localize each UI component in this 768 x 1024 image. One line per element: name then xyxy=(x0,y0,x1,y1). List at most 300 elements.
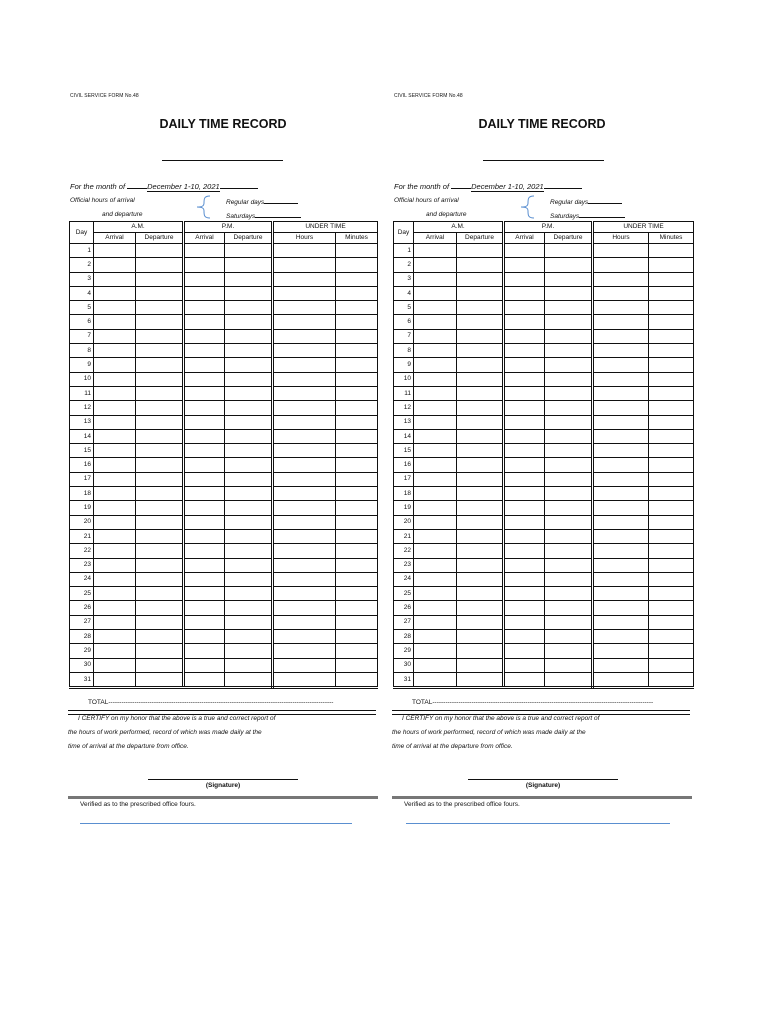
am-departure-cell[interactable] xyxy=(136,358,184,372)
pm-arrival-cell[interactable] xyxy=(504,672,545,687)
undertime-hours-cell[interactable] xyxy=(273,658,336,672)
pm-departure-cell[interactable] xyxy=(225,315,273,329)
pm-arrival-cell[interactable] xyxy=(504,487,545,501)
pm-departure-cell[interactable] xyxy=(545,444,593,458)
undertime-minutes-cell[interactable] xyxy=(649,244,694,258)
pm-arrival-cell[interactable] xyxy=(184,258,225,272)
undertime-minutes-cell[interactable] xyxy=(336,515,378,529)
am-departure-cell[interactable] xyxy=(136,515,184,529)
undertime-hours-cell[interactable] xyxy=(593,286,649,300)
undertime-minutes-cell[interactable] xyxy=(649,615,694,629)
am-departure-cell[interactable] xyxy=(136,329,184,343)
pm-arrival-cell[interactable] xyxy=(184,315,225,329)
am-arrival-cell[interactable] xyxy=(94,344,136,358)
pm-arrival-cell[interactable] xyxy=(504,615,545,629)
undertime-minutes-cell[interactable] xyxy=(336,630,378,644)
pm-departure-cell[interactable] xyxy=(225,472,273,486)
am-departure-cell[interactable] xyxy=(457,301,504,315)
pm-departure-cell[interactable] xyxy=(225,672,273,687)
undertime-hours-cell[interactable] xyxy=(273,458,336,472)
am-departure-cell[interactable] xyxy=(457,372,504,386)
undertime-hours-cell[interactable] xyxy=(273,672,336,687)
am-departure-cell[interactable] xyxy=(136,301,184,315)
am-arrival-cell[interactable] xyxy=(414,444,457,458)
am-arrival-cell[interactable] xyxy=(94,515,136,529)
pm-departure-cell[interactable] xyxy=(545,630,593,644)
employee-name-line[interactable] xyxy=(162,160,283,161)
pm-arrival-cell[interactable] xyxy=(504,386,545,400)
pm-arrival-cell[interactable] xyxy=(184,444,225,458)
pm-arrival-cell[interactable] xyxy=(504,630,545,644)
pm-arrival-cell[interactable] xyxy=(184,372,225,386)
undertime-hours-cell[interactable] xyxy=(273,630,336,644)
am-arrival-cell[interactable] xyxy=(414,244,457,258)
am-arrival-cell[interactable] xyxy=(94,372,136,386)
am-departure-cell[interactable] xyxy=(136,501,184,515)
undertime-minutes-cell[interactable] xyxy=(649,544,694,558)
undertime-minutes-cell[interactable] xyxy=(649,429,694,443)
undertime-hours-cell[interactable] xyxy=(593,258,649,272)
saturdays-field[interactable] xyxy=(255,211,301,218)
pm-departure-cell[interactable] xyxy=(545,644,593,658)
regular-days-field[interactable] xyxy=(264,197,298,204)
undertime-minutes-cell[interactable] xyxy=(649,658,694,672)
pm-arrival-cell[interactable] xyxy=(504,558,545,572)
month-value[interactable]: December 1-10, 2021 xyxy=(147,182,220,191)
am-arrival-cell[interactable] xyxy=(94,286,136,300)
pm-departure-cell[interactable] xyxy=(225,458,273,472)
undertime-hours-cell[interactable] xyxy=(593,272,649,286)
am-departure-cell[interactable] xyxy=(457,501,504,515)
undertime-minutes-cell[interactable] xyxy=(336,244,378,258)
pm-arrival-cell[interactable] xyxy=(184,587,225,601)
am-departure-cell[interactable] xyxy=(136,472,184,486)
am-departure-cell[interactable] xyxy=(457,458,504,472)
pm-arrival-cell[interactable] xyxy=(184,286,225,300)
am-departure-cell[interactable] xyxy=(457,615,504,629)
am-arrival-cell[interactable] xyxy=(94,444,136,458)
undertime-minutes-cell[interactable] xyxy=(336,429,378,443)
undertime-hours-cell[interactable] xyxy=(273,415,336,429)
undertime-minutes-cell[interactable] xyxy=(649,444,694,458)
am-arrival-cell[interactable] xyxy=(414,558,457,572)
pm-arrival-cell[interactable] xyxy=(504,658,545,672)
am-departure-cell[interactable] xyxy=(457,286,504,300)
am-arrival-cell[interactable] xyxy=(414,601,457,615)
undertime-hours-cell[interactable] xyxy=(593,487,649,501)
am-arrival-cell[interactable] xyxy=(94,272,136,286)
pm-arrival-cell[interactable] xyxy=(504,286,545,300)
pm-arrival-cell[interactable] xyxy=(184,529,225,543)
undertime-minutes-cell[interactable] xyxy=(649,558,694,572)
undertime-minutes-cell[interactable] xyxy=(649,301,694,315)
am-arrival-cell[interactable] xyxy=(414,344,457,358)
pm-departure-cell[interactable] xyxy=(545,358,593,372)
undertime-minutes-cell[interactable] xyxy=(336,444,378,458)
am-arrival-cell[interactable] xyxy=(414,630,457,644)
am-arrival-cell[interactable] xyxy=(414,644,457,658)
am-departure-cell[interactable] xyxy=(457,315,504,329)
am-departure-cell[interactable] xyxy=(136,429,184,443)
signature-line[interactable] xyxy=(148,779,298,780)
am-arrival-cell[interactable] xyxy=(414,472,457,486)
am-departure-cell[interactable] xyxy=(457,444,504,458)
pm-arrival-cell[interactable] xyxy=(184,472,225,486)
pm-arrival-cell[interactable] xyxy=(504,587,545,601)
am-departure-cell[interactable] xyxy=(457,515,504,529)
pm-arrival-cell[interactable] xyxy=(504,372,545,386)
undertime-hours-cell[interactable] xyxy=(593,444,649,458)
am-arrival-cell[interactable] xyxy=(414,544,457,558)
undertime-hours-cell[interactable] xyxy=(273,472,336,486)
pm-departure-cell[interactable] xyxy=(225,401,273,415)
pm-arrival-cell[interactable] xyxy=(184,458,225,472)
undertime-hours-cell[interactable] xyxy=(273,401,336,415)
regular-days-field[interactable] xyxy=(588,197,622,204)
pm-departure-cell[interactable] xyxy=(225,429,273,443)
undertime-minutes-cell[interactable] xyxy=(336,401,378,415)
pm-departure-cell[interactable] xyxy=(545,301,593,315)
pm-arrival-cell[interactable] xyxy=(504,472,545,486)
am-arrival-cell[interactable] xyxy=(94,558,136,572)
undertime-hours-cell[interactable] xyxy=(273,515,336,529)
pm-departure-cell[interactable] xyxy=(225,644,273,658)
am-arrival-cell[interactable] xyxy=(414,258,457,272)
am-arrival-cell[interactable] xyxy=(414,501,457,515)
am-departure-cell[interactable] xyxy=(457,601,504,615)
undertime-hours-cell[interactable] xyxy=(593,401,649,415)
am-departure-cell[interactable] xyxy=(136,487,184,501)
undertime-minutes-cell[interactable] xyxy=(336,487,378,501)
pm-arrival-cell[interactable] xyxy=(184,501,225,515)
undertime-minutes-cell[interactable] xyxy=(336,644,378,658)
pm-departure-cell[interactable] xyxy=(545,672,593,687)
undertime-hours-cell[interactable] xyxy=(593,458,649,472)
undertime-minutes-cell[interactable] xyxy=(649,286,694,300)
am-arrival-cell[interactable] xyxy=(94,472,136,486)
undertime-minutes-cell[interactable] xyxy=(649,529,694,543)
pm-arrival-cell[interactable] xyxy=(504,429,545,443)
am-arrival-cell[interactable] xyxy=(414,529,457,543)
undertime-minutes-cell[interactable] xyxy=(649,630,694,644)
am-arrival-cell[interactable] xyxy=(94,258,136,272)
pm-departure-cell[interactable] xyxy=(225,329,273,343)
undertime-minutes-cell[interactable] xyxy=(336,672,378,687)
undertime-hours-cell[interactable] xyxy=(273,244,336,258)
am-arrival-cell[interactable] xyxy=(414,386,457,400)
pm-arrival-cell[interactable] xyxy=(504,415,545,429)
signature-line[interactable] xyxy=(468,779,618,780)
am-arrival-cell[interactable] xyxy=(94,487,136,501)
pm-departure-cell[interactable] xyxy=(545,587,593,601)
undertime-hours-cell[interactable] xyxy=(273,386,336,400)
undertime-minutes-cell[interactable] xyxy=(649,501,694,515)
pm-arrival-cell[interactable] xyxy=(184,572,225,586)
pm-departure-cell[interactable] xyxy=(225,286,273,300)
am-departure-cell[interactable] xyxy=(136,615,184,629)
am-arrival-cell[interactable] xyxy=(414,658,457,672)
undertime-hours-cell[interactable] xyxy=(593,244,649,258)
undertime-minutes-cell[interactable] xyxy=(336,658,378,672)
am-departure-cell[interactable] xyxy=(136,558,184,572)
undertime-hours-cell[interactable] xyxy=(273,572,336,586)
am-arrival-cell[interactable] xyxy=(94,401,136,415)
pm-departure-cell[interactable] xyxy=(545,401,593,415)
undertime-minutes-cell[interactable] xyxy=(649,315,694,329)
undertime-minutes-cell[interactable] xyxy=(336,601,378,615)
am-departure-cell[interactable] xyxy=(457,344,504,358)
am-arrival-cell[interactable] xyxy=(414,587,457,601)
am-departure-cell[interactable] xyxy=(136,444,184,458)
am-arrival-cell[interactable] xyxy=(414,301,457,315)
am-arrival-cell[interactable] xyxy=(94,544,136,558)
undertime-hours-cell[interactable] xyxy=(593,615,649,629)
pm-departure-cell[interactable] xyxy=(225,386,273,400)
am-arrival-cell[interactable] xyxy=(414,572,457,586)
am-departure-cell[interactable] xyxy=(136,458,184,472)
am-departure-cell[interactable] xyxy=(136,272,184,286)
am-arrival-cell[interactable] xyxy=(94,672,136,687)
undertime-hours-cell[interactable] xyxy=(273,344,336,358)
undertime-hours-cell[interactable] xyxy=(593,372,649,386)
pm-departure-cell[interactable] xyxy=(225,558,273,572)
am-arrival-cell[interactable] xyxy=(414,272,457,286)
pm-arrival-cell[interactable] xyxy=(184,558,225,572)
pm-departure-cell[interactable] xyxy=(545,472,593,486)
pm-departure-cell[interactable] xyxy=(545,272,593,286)
pm-arrival-cell[interactable] xyxy=(504,358,545,372)
am-departure-cell[interactable] xyxy=(136,572,184,586)
pm-departure-cell[interactable] xyxy=(225,358,273,372)
undertime-hours-cell[interactable] xyxy=(273,501,336,515)
undertime-hours-cell[interactable] xyxy=(593,501,649,515)
pm-arrival-cell[interactable] xyxy=(184,487,225,501)
undertime-hours-cell[interactable] xyxy=(593,630,649,644)
undertime-minutes-cell[interactable] xyxy=(336,358,378,372)
am-departure-cell[interactable] xyxy=(457,630,504,644)
am-arrival-cell[interactable] xyxy=(414,615,457,629)
undertime-hours-cell[interactable] xyxy=(593,544,649,558)
am-departure-cell[interactable] xyxy=(457,672,504,687)
undertime-minutes-cell[interactable] xyxy=(336,544,378,558)
pm-arrival-cell[interactable] xyxy=(504,301,545,315)
pm-departure-cell[interactable] xyxy=(545,601,593,615)
am-arrival-cell[interactable] xyxy=(414,315,457,329)
am-arrival-cell[interactable] xyxy=(94,529,136,543)
am-arrival-cell[interactable] xyxy=(414,458,457,472)
pm-arrival-cell[interactable] xyxy=(184,244,225,258)
undertime-minutes-cell[interactable] xyxy=(649,487,694,501)
pm-departure-cell[interactable] xyxy=(225,372,273,386)
pm-arrival-cell[interactable] xyxy=(184,329,225,343)
pm-arrival-cell[interactable] xyxy=(504,315,545,329)
undertime-hours-cell[interactable] xyxy=(593,572,649,586)
undertime-hours-cell[interactable] xyxy=(593,529,649,543)
am-departure-cell[interactable] xyxy=(136,415,184,429)
am-departure-cell[interactable] xyxy=(136,658,184,672)
pm-departure-cell[interactable] xyxy=(545,344,593,358)
pm-departure-cell[interactable] xyxy=(545,501,593,515)
pm-arrival-cell[interactable] xyxy=(504,258,545,272)
undertime-hours-cell[interactable] xyxy=(593,558,649,572)
undertime-minutes-cell[interactable] xyxy=(649,401,694,415)
undertime-hours-cell[interactable] xyxy=(593,601,649,615)
am-arrival-cell[interactable] xyxy=(94,244,136,258)
pm-arrival-cell[interactable] xyxy=(504,601,545,615)
undertime-minutes-cell[interactable] xyxy=(336,529,378,543)
am-arrival-cell[interactable] xyxy=(94,415,136,429)
undertime-hours-cell[interactable] xyxy=(273,529,336,543)
pm-arrival-cell[interactable] xyxy=(504,515,545,529)
undertime-minutes-cell[interactable] xyxy=(649,272,694,286)
undertime-minutes-cell[interactable] xyxy=(649,601,694,615)
pm-arrival-cell[interactable] xyxy=(504,644,545,658)
pm-departure-cell[interactable] xyxy=(545,429,593,443)
pm-departure-cell[interactable] xyxy=(545,315,593,329)
undertime-hours-cell[interactable] xyxy=(593,358,649,372)
am-arrival-cell[interactable] xyxy=(414,286,457,300)
pm-arrival-cell[interactable] xyxy=(504,329,545,343)
am-departure-cell[interactable] xyxy=(457,415,504,429)
am-arrival-cell[interactable] xyxy=(94,429,136,443)
pm-departure-cell[interactable] xyxy=(225,258,273,272)
pm-departure-cell[interactable] xyxy=(225,587,273,601)
am-departure-cell[interactable] xyxy=(457,529,504,543)
am-arrival-cell[interactable] xyxy=(94,572,136,586)
am-arrival-cell[interactable] xyxy=(94,458,136,472)
am-departure-cell[interactable] xyxy=(136,529,184,543)
pm-arrival-cell[interactable] xyxy=(184,401,225,415)
undertime-minutes-cell[interactable] xyxy=(649,386,694,400)
pm-departure-cell[interactable] xyxy=(545,386,593,400)
undertime-hours-cell[interactable] xyxy=(273,615,336,629)
pm-departure-cell[interactable] xyxy=(545,286,593,300)
am-departure-cell[interactable] xyxy=(457,587,504,601)
am-departure-cell[interactable] xyxy=(457,429,504,443)
undertime-minutes-cell[interactable] xyxy=(649,515,694,529)
am-departure-cell[interactable] xyxy=(136,601,184,615)
am-arrival-cell[interactable] xyxy=(94,644,136,658)
am-departure-cell[interactable] xyxy=(136,244,184,258)
am-arrival-cell[interactable] xyxy=(414,329,457,343)
am-departure-cell[interactable] xyxy=(136,372,184,386)
undertime-hours-cell[interactable] xyxy=(593,315,649,329)
am-arrival-cell[interactable] xyxy=(414,429,457,443)
am-arrival-cell[interactable] xyxy=(414,358,457,372)
am-departure-cell[interactable] xyxy=(457,258,504,272)
pm-departure-cell[interactable] xyxy=(545,329,593,343)
am-departure-cell[interactable] xyxy=(457,487,504,501)
am-arrival-cell[interactable] xyxy=(94,301,136,315)
month-value[interactable]: December 1-10, 2021 xyxy=(471,182,544,191)
undertime-minutes-cell[interactable] xyxy=(649,472,694,486)
pm-departure-cell[interactable] xyxy=(225,630,273,644)
undertime-hours-cell[interactable] xyxy=(273,358,336,372)
pm-departure-cell[interactable] xyxy=(545,558,593,572)
pm-arrival-cell[interactable] xyxy=(184,544,225,558)
pm-arrival-cell[interactable] xyxy=(184,630,225,644)
pm-departure-cell[interactable] xyxy=(545,529,593,543)
undertime-hours-cell[interactable] xyxy=(273,644,336,658)
am-departure-cell[interactable] xyxy=(136,401,184,415)
pm-departure-cell[interactable] xyxy=(545,372,593,386)
pm-arrival-cell[interactable] xyxy=(504,572,545,586)
undertime-hours-cell[interactable] xyxy=(273,286,336,300)
pm-departure-cell[interactable] xyxy=(545,572,593,586)
pm-departure-cell[interactable] xyxy=(225,572,273,586)
am-arrival-cell[interactable] xyxy=(94,501,136,515)
pm-departure-cell[interactable] xyxy=(225,487,273,501)
pm-arrival-cell[interactable] xyxy=(504,244,545,258)
am-arrival-cell[interactable] xyxy=(414,487,457,501)
undertime-minutes-cell[interactable] xyxy=(649,329,694,343)
pm-departure-cell[interactable] xyxy=(545,258,593,272)
undertime-hours-cell[interactable] xyxy=(273,429,336,443)
pm-arrival-cell[interactable] xyxy=(504,344,545,358)
am-arrival-cell[interactable] xyxy=(94,615,136,629)
pm-departure-cell[interactable] xyxy=(225,615,273,629)
undertime-minutes-cell[interactable] xyxy=(649,644,694,658)
am-departure-cell[interactable] xyxy=(457,358,504,372)
undertime-hours-cell[interactable] xyxy=(273,558,336,572)
pm-arrival-cell[interactable] xyxy=(184,415,225,429)
pm-arrival-cell[interactable] xyxy=(184,672,225,687)
pm-departure-cell[interactable] xyxy=(545,615,593,629)
pm-arrival-cell[interactable] xyxy=(504,444,545,458)
undertime-hours-cell[interactable] xyxy=(593,658,649,672)
undertime-minutes-cell[interactable] xyxy=(336,615,378,629)
undertime-hours-cell[interactable] xyxy=(273,444,336,458)
undertime-minutes-cell[interactable] xyxy=(336,472,378,486)
am-departure-cell[interactable] xyxy=(457,244,504,258)
pm-arrival-cell[interactable] xyxy=(184,429,225,443)
am-departure-cell[interactable] xyxy=(457,401,504,415)
undertime-hours-cell[interactable] xyxy=(593,301,649,315)
undertime-hours-cell[interactable] xyxy=(593,672,649,687)
pm-arrival-cell[interactable] xyxy=(184,301,225,315)
am-departure-cell[interactable] xyxy=(457,572,504,586)
undertime-hours-cell[interactable] xyxy=(593,472,649,486)
undertime-hours-cell[interactable] xyxy=(273,315,336,329)
verifier-signature-line[interactable] xyxy=(80,823,352,824)
undertime-minutes-cell[interactable] xyxy=(336,458,378,472)
undertime-hours-cell[interactable] xyxy=(273,601,336,615)
undertime-hours-cell[interactable] xyxy=(273,258,336,272)
am-arrival-cell[interactable] xyxy=(94,630,136,644)
pm-departure-cell[interactable] xyxy=(545,487,593,501)
undertime-hours-cell[interactable] xyxy=(593,415,649,429)
undertime-minutes-cell[interactable] xyxy=(336,572,378,586)
pm-arrival-cell[interactable] xyxy=(504,401,545,415)
am-departure-cell[interactable] xyxy=(136,587,184,601)
undertime-minutes-cell[interactable] xyxy=(336,258,378,272)
am-arrival-cell[interactable] xyxy=(94,658,136,672)
am-departure-cell[interactable] xyxy=(457,386,504,400)
pm-departure-cell[interactable] xyxy=(225,601,273,615)
pm-arrival-cell[interactable] xyxy=(504,529,545,543)
am-arrival-cell[interactable] xyxy=(94,386,136,400)
pm-departure-cell[interactable] xyxy=(225,658,273,672)
am-departure-cell[interactable] xyxy=(136,286,184,300)
pm-departure-cell[interactable] xyxy=(225,244,273,258)
undertime-minutes-cell[interactable] xyxy=(649,458,694,472)
am-arrival-cell[interactable] xyxy=(414,372,457,386)
am-arrival-cell[interactable] xyxy=(414,415,457,429)
pm-departure-cell[interactable] xyxy=(545,458,593,472)
undertime-minutes-cell[interactable] xyxy=(336,329,378,343)
undertime-minutes-cell[interactable] xyxy=(336,587,378,601)
am-departure-cell[interactable] xyxy=(136,258,184,272)
